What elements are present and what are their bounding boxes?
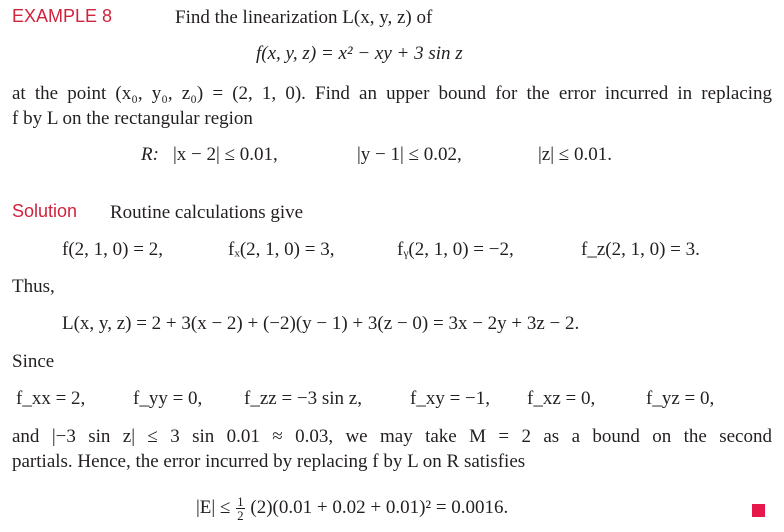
region-label: R: [141,144,159,165]
example-intro: Find the linearization L(x, y, z) of [175,7,433,28]
one-half-fraction [236,495,245,522]
problem-text-line-1: at the point (x₀, y₀, z₀) = (2, 1, 0). Find an upper bound for the error incurred in replacing [12,83,772,104]
fraction-denominator: 2 [237,508,244,523]
error-bound-equation [196,495,508,522]
value-fx: fₓ(2, 1, 0) = 3, [228,239,335,260]
value-fz: f_z(2, 1, 0) = 3. [581,239,700,260]
solution-intro: Routine calculations give [110,202,304,223]
second-partial-fxz: f_xz = 0, [527,388,596,409]
function-equation: f(x, y, z) = x² − xy + 3 sin z [256,43,463,64]
value-fy: fᵧ(2, 1, 0) = −2, [397,239,514,260]
problem-text-line-2: f by L on the rectangular region [12,108,253,129]
linearization-equation: L(x, y, z) = 2 + 3(x − 2) + (−2)(y − 1) + 3(z − 0) = 3x − 2y + 3z − 2. [62,313,580,334]
solution-text-line-1: and |−3 sin z| ≤ 3 sin 0.01 ≈ 0.03, we may take M = 2 as a bound on the second [12,426,772,447]
second-partial-fxx: f_xx = 2, [16,388,86,409]
second-partial-fyy: f_yy = 0, [133,388,203,409]
example-label: EXAMPLE 8 [12,6,113,26]
region-z-condition: |z| ≤ 0.01. [538,144,612,165]
fraction-numerator: 1 [237,494,244,509]
second-partial-fyz: f_yz = 0, [646,388,715,409]
second-partial-fxy: f_xy = −1, [410,388,491,409]
bound-lhs: |E| ≤ [196,496,231,518]
region-y-condition: |y − 1| ≤ 0.02, [357,144,462,165]
region-x-condition: |x − 2| ≤ 0.01, [173,144,278,165]
value-f: f(2, 1, 0) = 2, [62,239,163,260]
solution-text-line-2: partials. Hence, the error incurred by replacing f by L on R satisfies [12,451,526,472]
thus-text: Thus, [12,276,55,297]
bound-rhs: (2)(0.01 + 0.02 + 0.01)² = 0.0016. [250,496,509,518]
end-of-proof-square-icon [752,504,765,517]
since-text: Since [12,351,55,372]
solution-label: Solution [12,201,78,221]
second-partial-fzz: f_zz = −3 sin z, [244,388,362,409]
